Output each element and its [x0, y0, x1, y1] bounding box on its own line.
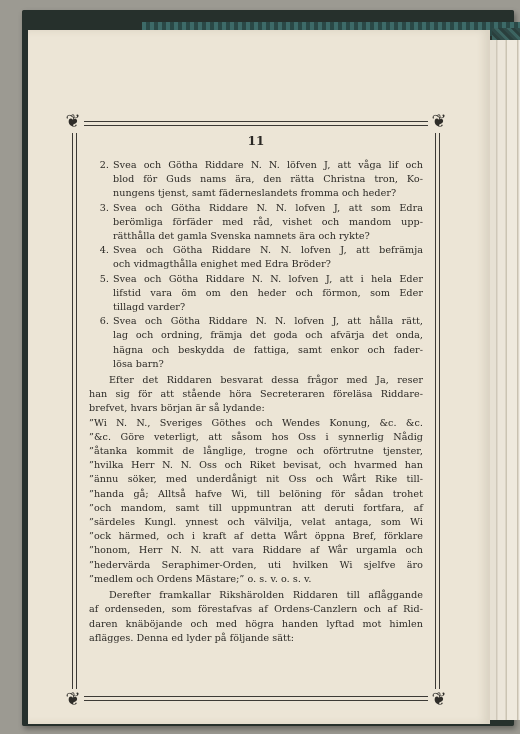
item-number: 2.: [99, 160, 109, 171]
text-line: berömliga förfäder med råd, vishet och mandom upp-: [113, 216, 423, 228]
list-item: [89, 315, 423, 372]
numbered-list: [89, 159, 423, 372]
book-page: [28, 30, 490, 724]
text-line: lösa barn?: [113, 358, 164, 370]
item-text: [113, 273, 423, 316]
item-number: 3.: [99, 202, 109, 214]
paragraph-letter: [89, 374, 423, 587]
text-line: Svea och Götha Riddare N. N. lofven J, att befrämja: [113, 245, 423, 257]
list-item: [89, 244, 423, 272]
text-line: brefvet, hvars början är så lydande:: [89, 403, 265, 415]
text-line: aflägges. Denna ed lyder på följande sätt:: [89, 632, 295, 644]
page-text: [89, 159, 423, 646]
item-text: [113, 244, 423, 272]
text-line: daren knäböjande och med högra handen lyftad mot himlen: [89, 618, 423, 630]
text-line: ”&c. Göre veterligt, att såsom hos Oss i synnerlig Nådig: [89, 431, 423, 443]
decorative-border: [65, 111, 447, 710]
text-line: lag och ordning, främja det goda och afvärja det onda,: [113, 330, 423, 342]
text-line: ”handa gå; Alltså hafve Wi, till belöning för sådan trohet: [89, 488, 423, 500]
text-line: ”hvilka Herr N. N. Oss och Riket bevisat, och hvarmed han: [89, 460, 423, 472]
item-text: [113, 315, 423, 372]
text-line: ”hedervärda Seraphimer-Orden, uti hvilken Wi sjelfve äro: [89, 559, 423, 571]
text-line: och vidmagthålla enighet med Edra Bröder?: [113, 259, 331, 271]
text-line: ”ännu söker, med underdånigt nit Oss och Wårt Rike till-: [89, 474, 423, 486]
item-number: 6.: [99, 316, 109, 328]
corner-ornament-icon: ❦: [428, 111, 450, 133]
text-line: ”särdeles Kungl. ynnest och välvilja, velat antaga, som Wi: [89, 517, 423, 529]
text-line: ”medlem och Ordens Mästare;” o. s. v. o. s. v.: [89, 573, 312, 585]
text-line: blod för Guds nams ära, den rätta Christna tron, Ko-: [113, 174, 423, 186]
text-line: af ordenseden, som förestafvas af Ordens-Canzlern och af Rid-: [89, 604, 423, 616]
text-line: Svea och Götha Riddare N. N. lofven J, att i hela Eder: [113, 273, 423, 285]
text-line: Efter det Riddaren besvarat dessa frågor med Ja, reser: [109, 375, 423, 387]
text-line: hägna och beskydda de fattiga, samt enkor och fader-: [113, 344, 423, 356]
page-number: 11: [247, 134, 265, 148]
text-line: lifstid vara öm om den heder och förmon, som Eder: [113, 287, 423, 299]
text-line: Svea och Götha Riddare N. N. löfven J, att våga lif och: [113, 160, 423, 171]
text-line: nungens tjenst, samt fäderneslandets fromma och heder?: [113, 188, 397, 200]
page-edges: [490, 40, 520, 720]
item-number: 5.: [99, 273, 109, 285]
list-item: [89, 273, 423, 316]
text-line: ”honom, Herr N. N. att vara Riddare af Wår urgamla och: [89, 545, 423, 557]
text-line: rätthålla det gamla Svenska namnets ära och rykte?: [113, 231, 370, 243]
corner-ornament-icon: ❦: [62, 111, 84, 133]
corner-ornament-icon: ❦: [62, 689, 84, 711]
text-line: ”ock härmed, och i kraft af detta Wårt öppna Bref, förklare: [89, 531, 423, 543]
text-line: ”och mandom, samt till uppmuntran att deruti fortfara, af: [89, 502, 423, 514]
text-line: Svea och Götha Riddare N. N. lofven J, att som Edra: [113, 202, 423, 214]
text-line: ”Wi N. N., Sveriges Göthes och Wendes Konung, &c. &c.: [89, 417, 423, 429]
text-line: Derefter framkallar Rikshärolden Riddaren till aflåggande: [109, 590, 423, 602]
text-line: han sig för att stående höra Secreteraren föreläsa Riddare-: [89, 389, 423, 401]
list-item: [89, 202, 423, 245]
text-line: Svea och Götha Riddare N. N. lofven J, att hålla rätt,: [113, 316, 423, 328]
list-item: [89, 159, 423, 202]
item-text: [113, 202, 423, 245]
text-line: tillagd varder?: [113, 302, 186, 314]
corner-ornament-icon: ❦: [428, 689, 450, 711]
paragraph-oath: [89, 589, 423, 646]
text-line: ”åtanka kommit de långlige, trogne och oförtrutne tjenster,: [89, 446, 423, 458]
book-cover: [22, 10, 514, 726]
item-text: [113, 159, 423, 202]
item-number: 4.: [99, 245, 109, 257]
